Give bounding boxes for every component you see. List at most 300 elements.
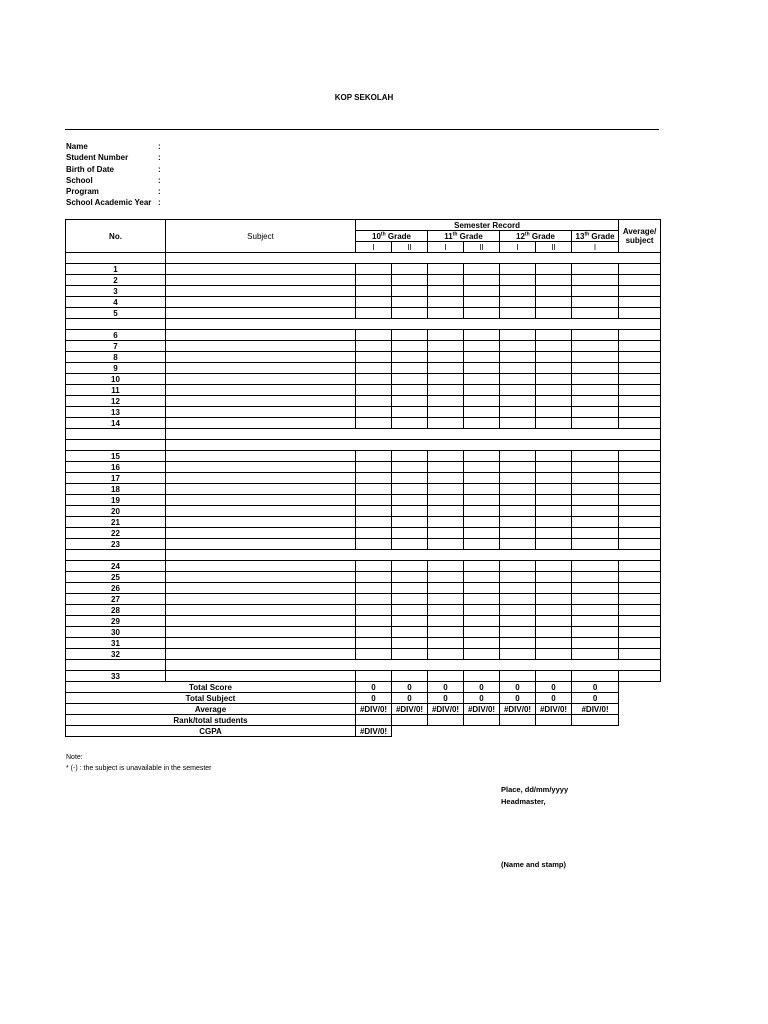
score-cell[interactable] <box>428 275 464 286</box>
score-cell[interactable] <box>536 638 572 649</box>
score-cell[interactable] <box>428 264 464 275</box>
score-cell[interactable] <box>572 374 619 385</box>
score-cell[interactable] <box>500 363 536 374</box>
score-cell[interactable] <box>464 484 500 495</box>
score-cell[interactable] <box>572 517 619 528</box>
score-cell[interactable] <box>619 473 661 484</box>
subject-cell[interactable] <box>166 517 356 528</box>
score-cell[interactable] <box>428 495 464 506</box>
score-cell[interactable] <box>356 506 392 517</box>
score-cell[interactable] <box>392 506 428 517</box>
score-cell[interactable] <box>428 506 464 517</box>
score-cell[interactable] <box>392 352 428 363</box>
score-cell[interactable] <box>619 506 661 517</box>
score-cell[interactable] <box>536 308 572 319</box>
score-cell[interactable] <box>356 451 392 462</box>
score-cell[interactable] <box>572 407 619 418</box>
score-cell[interactable] <box>619 528 661 539</box>
score-cell[interactable] <box>536 506 572 517</box>
subject-cell[interactable] <box>166 627 356 638</box>
subject-cell[interactable] <box>166 308 356 319</box>
score-cell[interactable] <box>572 275 619 286</box>
score-cell[interactable] <box>464 605 500 616</box>
score-cell[interactable] <box>428 308 464 319</box>
score-cell[interactable] <box>500 308 536 319</box>
score-cell[interactable] <box>464 506 500 517</box>
score-cell[interactable] <box>500 352 536 363</box>
score-cell[interactable] <box>500 649 536 660</box>
subject-cell[interactable] <box>166 572 356 583</box>
score-cell[interactable] <box>428 396 464 407</box>
score-cell[interactable] <box>428 539 464 550</box>
subject-cell[interactable] <box>166 671 356 682</box>
score-cell[interactable] <box>428 616 464 627</box>
score-cell[interactable] <box>536 396 572 407</box>
score-cell[interactable] <box>464 407 500 418</box>
score-cell[interactable] <box>464 594 500 605</box>
score-cell[interactable] <box>392 517 428 528</box>
subject-cell[interactable] <box>166 539 356 550</box>
subject-cell[interactable] <box>166 495 356 506</box>
score-cell[interactable] <box>536 572 572 583</box>
score-cell[interactable] <box>500 473 536 484</box>
subject-cell[interactable] <box>166 264 356 275</box>
score-cell[interactable] <box>619 462 661 473</box>
score-cell[interactable] <box>392 671 428 682</box>
score-cell[interactable] <box>428 341 464 352</box>
score-cell[interactable] <box>536 594 572 605</box>
score-cell[interactable] <box>500 462 536 473</box>
score-cell[interactable] <box>536 495 572 506</box>
score-cell[interactable] <box>572 583 619 594</box>
score-cell[interactable] <box>536 385 572 396</box>
score-cell[interactable] <box>464 363 500 374</box>
score-cell[interactable] <box>464 627 500 638</box>
score-cell[interactable] <box>619 561 661 572</box>
score-cell[interactable] <box>500 286 536 297</box>
score-cell[interactable] <box>356 286 392 297</box>
score-cell[interactable] <box>619 275 661 286</box>
table-row <box>66 616 661 627</box>
subject-cell[interactable] <box>166 341 356 352</box>
score-cell[interactable] <box>536 264 572 275</box>
score-cell[interactable] <box>464 616 500 627</box>
score-cell[interactable] <box>619 374 661 385</box>
score-cell[interactable] <box>464 286 500 297</box>
score-cell[interactable] <box>536 418 572 429</box>
score-cell[interactable] <box>428 627 464 638</box>
score-cell[interactable] <box>356 495 392 506</box>
score-cell[interactable] <box>500 495 536 506</box>
score-cell[interactable] <box>356 462 392 473</box>
score-cell[interactable] <box>464 495 500 506</box>
score-cell[interactable] <box>392 528 428 539</box>
score-cell[interactable] <box>572 451 619 462</box>
score-cell[interactable] <box>619 451 661 462</box>
score-cell[interactable] <box>572 605 619 616</box>
score-cell[interactable] <box>619 418 661 429</box>
score-cell[interactable] <box>392 341 428 352</box>
score-cell[interactable] <box>536 517 572 528</box>
score-cell[interactable] <box>356 627 392 638</box>
score-cell[interactable] <box>428 297 464 308</box>
subject-cell[interactable] <box>166 352 356 363</box>
score-cell[interactable] <box>428 484 464 495</box>
subject-cell[interactable] <box>166 594 356 605</box>
score-cell[interactable] <box>619 484 661 495</box>
score-cell[interactable] <box>356 517 392 528</box>
subject-cell[interactable] <box>166 616 356 627</box>
score-cell[interactable] <box>536 297 572 308</box>
score-cell[interactable] <box>464 671 500 682</box>
score-cell[interactable] <box>500 341 536 352</box>
score-cell[interactable] <box>500 528 536 539</box>
score-cell[interactable] <box>356 594 392 605</box>
score-cell[interactable] <box>392 275 428 286</box>
score-cell[interactable] <box>356 374 392 385</box>
score-cell[interactable] <box>500 594 536 605</box>
score-cell[interactable] <box>428 451 464 462</box>
score-cell[interactable] <box>619 517 661 528</box>
score-cell[interactable] <box>619 396 661 407</box>
score-cell[interactable] <box>464 462 500 473</box>
score-cell[interactable] <box>500 671 536 682</box>
score-cell[interactable] <box>500 418 536 429</box>
score-cell[interactable] <box>428 638 464 649</box>
score-cell[interactable] <box>356 638 392 649</box>
subject-cell[interactable] <box>166 506 356 517</box>
score-cell[interactable] <box>392 484 428 495</box>
score-cell[interactable] <box>392 330 428 341</box>
subject-cell[interactable] <box>166 418 356 429</box>
score-cell[interactable] <box>392 572 428 583</box>
score-cell[interactable] <box>500 572 536 583</box>
score-cell[interactable] <box>464 583 500 594</box>
subject-cell[interactable] <box>166 286 356 297</box>
score-cell[interactable] <box>572 396 619 407</box>
group-separator <box>166 429 661 440</box>
score-cell[interactable] <box>356 341 392 352</box>
subject-cell[interactable] <box>166 583 356 594</box>
score-cell[interactable] <box>356 561 392 572</box>
subject-cell[interactable] <box>166 484 356 495</box>
score-cell[interactable] <box>572 506 619 517</box>
score-cell[interactable] <box>536 528 572 539</box>
score-cell[interactable] <box>536 407 572 418</box>
score-cell[interactable] <box>619 572 661 583</box>
score-cell[interactable] <box>428 473 464 484</box>
subject-cell[interactable] <box>166 330 356 341</box>
score-cell[interactable] <box>428 517 464 528</box>
score-cell[interactable] <box>464 297 500 308</box>
score-cell[interactable] <box>392 385 428 396</box>
score-cell[interactable] <box>619 297 661 308</box>
score-cell[interactable] <box>536 649 572 660</box>
score-cell[interactable] <box>392 462 428 473</box>
score-cell[interactable] <box>428 363 464 374</box>
score-cell[interactable] <box>356 385 392 396</box>
score-cell[interactable] <box>392 649 428 660</box>
score-cell[interactable] <box>428 385 464 396</box>
score-cell[interactable] <box>356 407 392 418</box>
subject-cell[interactable] <box>166 396 356 407</box>
score-cell[interactable] <box>356 473 392 484</box>
score-cell[interactable] <box>572 330 619 341</box>
score-cell[interactable] <box>619 616 661 627</box>
score-cell[interactable] <box>572 286 619 297</box>
score-cell[interactable] <box>619 352 661 363</box>
score-cell[interactable] <box>536 671 572 682</box>
score-cell[interactable] <box>500 264 536 275</box>
score-cell[interactable] <box>464 308 500 319</box>
score-cell[interactable] <box>572 363 619 374</box>
score-cell[interactable] <box>464 374 500 385</box>
score-cell[interactable] <box>428 671 464 682</box>
score-cell[interactable] <box>536 275 572 286</box>
score-cell[interactable] <box>464 418 500 429</box>
score-cell[interactable] <box>356 583 392 594</box>
subject-cell[interactable] <box>166 451 356 462</box>
score-cell[interactable] <box>619 385 661 396</box>
score-cell[interactable] <box>356 605 392 616</box>
score-cell[interactable] <box>428 528 464 539</box>
score-cell[interactable] <box>356 275 392 286</box>
score-cell[interactable] <box>356 539 392 550</box>
score-cell[interactable] <box>392 583 428 594</box>
score-cell[interactable] <box>392 605 428 616</box>
score-cell[interactable] <box>619 264 661 275</box>
subject-cell[interactable] <box>166 363 356 374</box>
score-cell[interactable] <box>428 649 464 660</box>
score-cell[interactable] <box>464 451 500 462</box>
score-cell[interactable] <box>536 561 572 572</box>
score-cell[interactable] <box>500 297 536 308</box>
score-cell[interactable] <box>500 605 536 616</box>
subject-cell[interactable] <box>166 385 356 396</box>
score-cell[interactable] <box>536 583 572 594</box>
score-cell[interactable] <box>392 286 428 297</box>
score-cell[interactable] <box>392 363 428 374</box>
score-cell[interactable] <box>356 418 392 429</box>
score-cell[interactable] <box>392 407 428 418</box>
score-cell[interactable] <box>619 638 661 649</box>
score-cell[interactable] <box>536 341 572 352</box>
score-cell[interactable] <box>572 539 619 550</box>
score-cell[interactable] <box>572 616 619 627</box>
score-cell[interactable] <box>392 308 428 319</box>
score-cell[interactable] <box>500 539 536 550</box>
score-cell[interactable] <box>536 352 572 363</box>
score-cell[interactable] <box>572 341 619 352</box>
score-cell[interactable] <box>572 473 619 484</box>
score-cell[interactable] <box>500 561 536 572</box>
score-cell[interactable] <box>392 297 428 308</box>
score-cell[interactable] <box>500 484 536 495</box>
subject-cell[interactable] <box>166 473 356 484</box>
score-cell[interactable] <box>536 616 572 627</box>
score-cell[interactable] <box>500 407 536 418</box>
score-cell[interactable] <box>572 352 619 363</box>
score-cell[interactable] <box>464 517 500 528</box>
score-cell[interactable] <box>500 616 536 627</box>
score-cell[interactable] <box>619 583 661 594</box>
score-cell[interactable] <box>356 330 392 341</box>
score-cell[interactable] <box>356 297 392 308</box>
score-cell[interactable] <box>428 418 464 429</box>
score-cell[interactable] <box>500 396 536 407</box>
score-cell[interactable] <box>428 462 464 473</box>
score-cell[interactable] <box>464 572 500 583</box>
score-cell[interactable] <box>392 374 428 385</box>
score-cell[interactable] <box>392 539 428 550</box>
score-cell[interactable] <box>619 539 661 550</box>
score-cell[interactable] <box>572 649 619 660</box>
score-cell[interactable] <box>536 330 572 341</box>
score-cell[interactable] <box>464 330 500 341</box>
score-cell[interactable] <box>572 627 619 638</box>
score-cell[interactable] <box>464 275 500 286</box>
subject-cell[interactable] <box>166 649 356 660</box>
score-cell[interactable] <box>464 561 500 572</box>
score-cell[interactable] <box>500 506 536 517</box>
score-cell[interactable] <box>464 385 500 396</box>
score-cell[interactable] <box>428 561 464 572</box>
score-cell[interactable] <box>536 627 572 638</box>
score-cell[interactable] <box>572 561 619 572</box>
score-cell[interactable] <box>356 308 392 319</box>
score-cell[interactable] <box>392 473 428 484</box>
score-cell[interactable] <box>536 462 572 473</box>
score-cell[interactable] <box>536 374 572 385</box>
score-cell[interactable] <box>500 451 536 462</box>
score-cell[interactable] <box>619 308 661 319</box>
score-cell[interactable] <box>428 286 464 297</box>
score-cell[interactable] <box>356 528 392 539</box>
score-cell[interactable] <box>619 671 661 682</box>
score-cell[interactable] <box>619 286 661 297</box>
score-cell[interactable] <box>619 363 661 374</box>
subject-cell[interactable] <box>166 462 356 473</box>
score-cell[interactable] <box>392 627 428 638</box>
score-cell[interactable] <box>536 539 572 550</box>
score-cell[interactable] <box>392 561 428 572</box>
score-cell[interactable] <box>392 638 428 649</box>
score-cell[interactable] <box>464 539 500 550</box>
score-cell[interactable] <box>572 297 619 308</box>
score-cell[interactable] <box>500 517 536 528</box>
subject-cell[interactable] <box>166 605 356 616</box>
score-cell[interactable] <box>392 418 428 429</box>
score-cell[interactable] <box>356 363 392 374</box>
score-cell[interactable] <box>392 594 428 605</box>
score-cell[interactable] <box>572 638 619 649</box>
score-cell[interactable] <box>619 627 661 638</box>
score-cell[interactable] <box>572 418 619 429</box>
score-cell[interactable] <box>464 264 500 275</box>
score-cell[interactable] <box>392 495 428 506</box>
subject-cell[interactable] <box>166 561 356 572</box>
score-cell[interactable] <box>572 484 619 495</box>
score-cell[interactable] <box>572 594 619 605</box>
score-cell[interactable] <box>619 495 661 506</box>
score-cell[interactable] <box>536 473 572 484</box>
score-cell[interactable] <box>572 572 619 583</box>
score-cell[interactable] <box>572 385 619 396</box>
score-cell[interactable] <box>572 462 619 473</box>
score-cell[interactable] <box>428 583 464 594</box>
score-cell[interactable] <box>392 264 428 275</box>
subject-cell[interactable] <box>166 374 356 385</box>
score-cell[interactable] <box>536 363 572 374</box>
score-cell[interactable] <box>536 286 572 297</box>
score-cell[interactable] <box>536 484 572 495</box>
score-cell[interactable] <box>500 638 536 649</box>
subject-cell[interactable] <box>166 275 356 286</box>
score-cell[interactable] <box>464 341 500 352</box>
subject-cell[interactable] <box>166 528 356 539</box>
score-cell[interactable] <box>428 374 464 385</box>
score-cell[interactable] <box>428 605 464 616</box>
score-cell[interactable] <box>500 275 536 286</box>
score-cell[interactable] <box>356 649 392 660</box>
score-cell[interactable] <box>500 627 536 638</box>
score-cell[interactable] <box>428 572 464 583</box>
score-cell[interactable] <box>536 451 572 462</box>
score-cell[interactable] <box>500 374 536 385</box>
score-cell[interactable] <box>392 396 428 407</box>
score-cell[interactable] <box>392 616 428 627</box>
score-cell[interactable] <box>536 605 572 616</box>
score-cell[interactable] <box>500 330 536 341</box>
score-cell[interactable] <box>356 671 392 682</box>
score-cell[interactable] <box>572 528 619 539</box>
score-cell[interactable] <box>356 484 392 495</box>
subject-cell[interactable] <box>166 638 356 649</box>
table-row <box>66 429 661 440</box>
score-cell[interactable] <box>464 352 500 363</box>
score-cell[interactable] <box>464 473 500 484</box>
score-cell[interactable] <box>464 649 500 660</box>
score-cell[interactable] <box>392 451 428 462</box>
score-cell[interactable] <box>356 264 392 275</box>
score-cell[interactable] <box>464 396 500 407</box>
score-cell[interactable] <box>619 594 661 605</box>
score-cell[interactable] <box>572 308 619 319</box>
score-cell[interactable] <box>428 407 464 418</box>
score-cell[interactable] <box>572 495 619 506</box>
score-cell[interactable] <box>428 330 464 341</box>
score-cell[interactable] <box>619 649 661 660</box>
score-cell[interactable] <box>356 352 392 363</box>
subject-cell[interactable] <box>166 407 356 418</box>
score-cell[interactable] <box>619 407 661 418</box>
subject-cell[interactable] <box>166 297 356 308</box>
score-cell[interactable] <box>356 396 392 407</box>
score-cell[interactable] <box>619 605 661 616</box>
score-cell[interactable] <box>572 671 619 682</box>
score-cell[interactable] <box>464 528 500 539</box>
score-cell[interactable] <box>500 583 536 594</box>
score-cell[interactable] <box>572 264 619 275</box>
score-cell[interactable] <box>356 572 392 583</box>
score-cell[interactable] <box>500 385 536 396</box>
score-cell[interactable] <box>428 594 464 605</box>
score-cell[interactable] <box>619 330 661 341</box>
score-cell[interactable] <box>356 616 392 627</box>
score-cell[interactable] <box>619 341 661 352</box>
score-cell[interactable] <box>428 352 464 363</box>
score-cell[interactable] <box>464 638 500 649</box>
